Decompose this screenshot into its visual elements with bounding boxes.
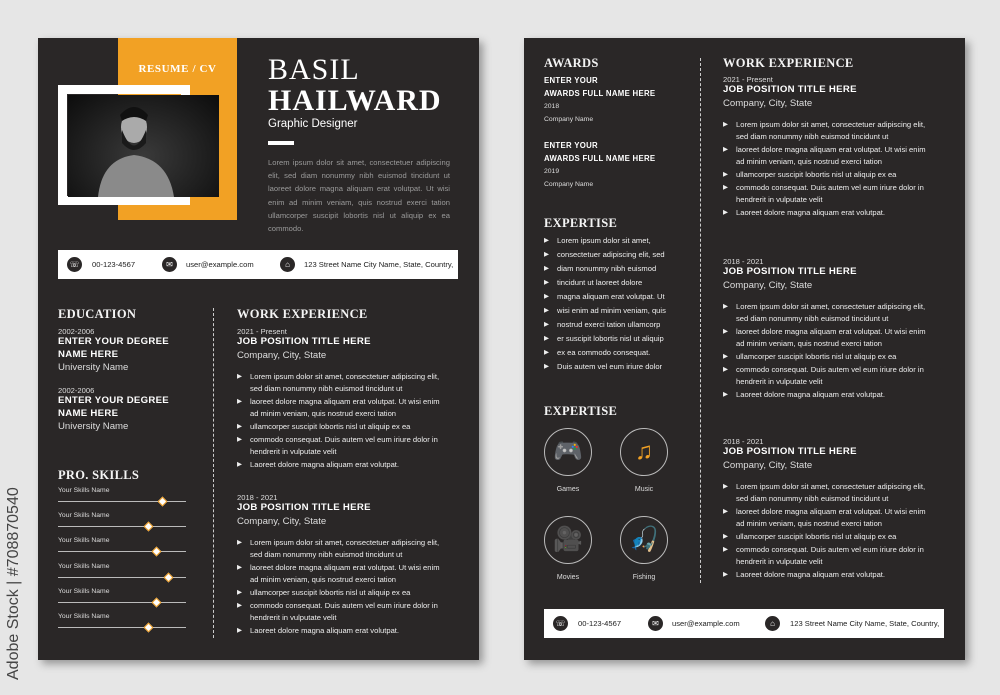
bullet-item: ▶ commodo consequat. Duis autem vel eum iriure dolor in hendrerit in vulputate velit	[723, 182, 933, 207]
fishing-icon: 🎣	[620, 516, 668, 564]
skill-level-marker	[152, 547, 162, 557]
bullet-item: ▶ laoreet dolore magna aliquam erat volutpat. Ut wisi enim ad minim veniam, quis nostrud exerci tation	[237, 562, 447, 587]
job-entry	[237, 493, 447, 637]
expertise-item: ▶ Duis autem vel eum iriure dolor	[544, 360, 694, 374]
email-icon: ✉	[648, 616, 663, 631]
expertise-item: ▶ nostrud exerci tation ullamcorp	[544, 318, 694, 332]
award-item	[544, 140, 694, 191]
stock-watermark: Adobe Stock | #708870540	[5, 487, 22, 680]
job-entry	[723, 257, 933, 401]
bullet-item: ▶ laoreet dolore magna aliquam erat volutpat. Ut wisi enim ad minim veniam, quis nostrud exerci tation	[723, 144, 933, 169]
education-years: 2002-2006	[58, 386, 95, 396]
bullet-item: ▶ ullamcorper suscipit lobortis nisl ut aliquip ex ea	[723, 169, 933, 182]
award-company: Company Name	[544, 116, 594, 124]
skill-level-marker	[144, 623, 154, 633]
job-bullets	[723, 119, 933, 220]
bullet-item: ▶ ullamcorper suscipit lobortis nisl ut aliquip ex ea	[723, 351, 933, 364]
hobby-label: Fishing	[632, 574, 656, 581]
last-name: HAILWARD	[268, 84, 442, 117]
bullet-item: ▶ ullamcorper suscipit lobortis nisl ut aliquip ex ea	[237, 587, 447, 600]
resume-page-2	[524, 38, 965, 660]
gamepad-icon: 🎮	[544, 428, 592, 476]
resume-tag: RESUME / CV	[138, 63, 217, 75]
email[interactable]: user@example.com	[186, 260, 254, 269]
bullet-item: ▶ ullamcorper suscipit lobortis nisl ut aliquip ex ea	[237, 421, 447, 434]
job-position: JOB POSITION TITLE HERE	[723, 266, 857, 277]
bullet-item: ▶ laoreet dolore magna aliquam erat volutpat. Ut wisi enim ad minim veniam, quis nostrud exerci tation	[723, 506, 933, 531]
divider	[268, 141, 294, 145]
bullet-item: ▶ laoreet dolore magna aliquam erat volutpat. Ut wisi enim ad minim veniam, quis nostrud exerci tation	[723, 326, 933, 351]
award-item	[544, 75, 694, 126]
skill-item	[58, 537, 186, 562]
skill-name: Your Skills Name	[58, 487, 110, 494]
job-bullets	[723, 481, 933, 582]
job-years: 2018 - 2021	[237, 493, 278, 502]
bullet-item: ▶ Lorem ipsum dolor sit amet, consectetuer adipiscing elit, sed diam nonummy nibh euismod tincidunt ut	[723, 481, 933, 506]
bullet-item: ▶ Lorem ipsum dolor sit amet, consectetuer adipiscing elit, sed diam nonummy nibh euismod tincidunt ut	[723, 119, 933, 144]
skill-level-marker	[152, 597, 162, 607]
contact-bar	[544, 609, 944, 638]
skill-track	[58, 551, 186, 552]
hobby-item	[544, 516, 592, 581]
education-years: 2002-2006	[58, 327, 95, 336]
address: 123 Street Name City Name, State, Country,	[304, 260, 454, 269]
hobby-label: Music	[634, 486, 654, 493]
bullet-item: ▶ Laoreet dolore magna aliquam erat volutpat.	[237, 459, 447, 472]
job-years: 2018 - 2021	[723, 437, 764, 446]
bullet-item: ▶ commodo consequat. Duis autem vel eum iriure dolor in hendrerit in vulputate velit	[237, 600, 447, 625]
home-icon: ⌂	[765, 616, 780, 631]
hobby-item	[544, 428, 592, 493]
award-company: Company Name	[544, 181, 594, 189]
skill-name: Your Skills Name	[58, 587, 110, 595]
hobby-label: Movies	[556, 574, 580, 581]
skill-track	[58, 627, 186, 628]
summary: Lorem ipsum dolor sit amet, consectetuer adipiscing elit, sed diam nonummy nibh euismod tincidunt ut laoreet dolore magna aliquam erat volutpat. Ut wisi enim ad minim veniam, quis nostrud exerci tation ullamcorper suscipit lobortis nisl ut aliquip ex ea commodo.	[268, 158, 450, 234]
job-position: JOB POSITION TITLE HERE	[237, 336, 371, 347]
degree-name: NAME HERE	[58, 407, 119, 419]
phone[interactable]: 00-123-4567	[92, 260, 136, 269]
expertise-item: ▶ tincidunt ut laoreet dolore	[544, 276, 694, 290]
job-title: Graphic Designer	[268, 118, 358, 130]
award-name: AWARDS FULL NAME HERE	[544, 153, 656, 163]
skill-item	[58, 588, 186, 613]
column-divider	[213, 308, 214, 638]
job-entry	[237, 327, 447, 471]
job-bullets	[723, 301, 933, 402]
bullet-item: ▶ commodo consequat. Duis autem vel eum iriure dolor in hendrerit in vulputate velit	[723, 364, 933, 389]
job-company: Company, City, State	[237, 515, 327, 527]
expertise-list	[544, 234, 694, 374]
music-note-icon: ♫	[620, 428, 668, 476]
bullet-item: ▶ Lorem ipsum dolor sit amet, consectetuer adipiscing elit, sed diam nonummy nibh euismod tincidunt ut	[237, 371, 447, 396]
bullet-item: ▶ commodo consequat. Duis autem vel eum iriure dolor in hendrerit in vulputate velit	[237, 434, 447, 459]
hobby-label: Games	[556, 486, 580, 493]
hobby-item	[620, 428, 668, 493]
university-name: University Name	[58, 362, 129, 374]
education-item	[58, 327, 208, 374]
bullet-item: ▶ Laoreet dolore magna aliquam erat volutpat.	[723, 207, 933, 220]
job-position: JOB POSITION TITLE HERE	[237, 502, 371, 513]
skill-name: Your Skills Name	[58, 613, 110, 620]
phone-icon: ☏	[553, 616, 568, 631]
skill-item	[58, 563, 186, 588]
work-heading: WORK EXPERIENCE	[723, 56, 854, 70]
job-company: Company, City, State	[237, 349, 327, 361]
expertise-item: ▶ ex ea commodo consequat.	[544, 346, 694, 360]
award-year: 2019	[544, 168, 560, 176]
contact-bar	[58, 250, 458, 279]
expertise-item: ▶ er suscipit lobortis nisl ut aliquip	[544, 332, 694, 346]
skill-track	[58, 526, 186, 527]
award-name: AWARDS FULL NAME HERE	[544, 88, 656, 98]
skill-name: Your Skills Name	[58, 512, 110, 520]
skill-name: Your Skills Name	[58, 562, 110, 570]
skills-heading: PRO. SKILLS	[58, 468, 140, 482]
bullet-item: ▶ laoreet dolore magna aliquam erat volutpat. Ut wisi enim ad minim veniam, quis nostrud exerci tation	[237, 396, 447, 421]
expertise-item: ▶ diam nonummy nibh euismod	[544, 262, 694, 276]
skill-name: Your Skills Name	[58, 537, 110, 545]
bullet-item: ▶ commodo consequat. Duis autem vel eum iriure dolor in hendrerit in vulputate velit	[723, 544, 933, 569]
bullet-item: ▶ Laoreet dolore magna aliquam erat volutpat.	[723, 389, 933, 402]
first-name: BASIL	[268, 53, 360, 86]
skill-item	[58, 512, 186, 537]
phone[interactable]: 00-123-4567	[578, 619, 622, 628]
hobbies-heading: EXPERTISE	[544, 404, 618, 418]
job-entry	[723, 75, 933, 219]
email-icon: ✉	[162, 257, 177, 272]
job-company: Company, City, State	[723, 459, 813, 471]
job-entry	[723, 437, 933, 581]
profile-photo	[68, 95, 219, 197]
work-heading: WORK EXPERIENCE	[237, 307, 368, 321]
award-name: ENTER YOUR	[544, 141, 598, 151]
education-heading: EDUCATION	[58, 307, 137, 321]
award-year: 2018	[544, 103, 560, 111]
skill-item	[58, 613, 186, 638]
job-company: Company, City, State	[723, 97, 813, 109]
job-years: 2021 - Present	[237, 327, 287, 336]
expertise-item: ▶ wisi enim ad minim veniam, quis	[544, 304, 694, 318]
bullet-item: ▶ Lorem ipsum dolor sit amet, consectetuer adipiscing elit, sed diam nonummy nibh euismod tincidunt ut	[723, 301, 933, 326]
skill-level-marker	[144, 522, 154, 532]
home-icon: ⌂	[280, 257, 295, 272]
job-position: JOB POSITION TITLE HERE	[723, 84, 857, 95]
university-name: University Name	[58, 421, 129, 433]
bullet-item: ▶ ullamcorper suscipit lobortis nisl ut aliquip ex ea	[723, 531, 933, 544]
bullet-item: ▶ Laoreet dolore magna aliquam erat volutpat.	[723, 569, 933, 582]
skill-track	[58, 602, 186, 603]
education-item	[58, 386, 208, 433]
degree-name: NAME HERE	[58, 348, 119, 360]
expertise-item: ▶ magna aliquam erat volutpat. Ut	[544, 290, 694, 304]
job-bullets	[237, 537, 447, 638]
job-years: 2018 - 2021	[723, 257, 764, 266]
job-position: JOB POSITION TITLE HERE	[723, 446, 857, 457]
bullet-item: ▶ Laoreet dolore magna aliquam erat volutpat.	[237, 625, 447, 638]
bullet-item: ▶ Lorem ipsum dolor sit amet, consectetuer adipiscing elit, sed diam nonummy nibh euismod tincidunt ut	[237, 537, 447, 562]
awards-heading: AWARDS	[544, 56, 599, 70]
column-divider	[700, 58, 701, 583]
job-bullets	[237, 371, 447, 472]
expertise-item: ▶ Lorem ipsum dolor sit amet,	[544, 234, 694, 248]
job-years: 2021 - Present	[723, 75, 773, 84]
email[interactable]: user@example.com	[672, 619, 740, 628]
expertise-heading: EXPERTISE	[544, 216, 618, 230]
hobby-item	[620, 516, 668, 581]
skill-level-marker	[163, 572, 173, 582]
phone-icon: ☏	[67, 257, 82, 272]
skill-item	[58, 487, 186, 512]
degree-name: ENTER YOUR DEGREE	[58, 336, 170, 347]
expertise-item: ▶ consectetuer adipiscing elit, sed	[544, 248, 694, 262]
award-name: ENTER YOUR	[544, 76, 598, 85]
movie-camera-icon: 🎥	[544, 516, 592, 564]
resume-page-1	[38, 38, 479, 660]
degree-name: ENTER YOUR DEGREE	[58, 395, 170, 407]
address: 123 Street Name City Name, State, Country,	[790, 619, 940, 628]
skill-level-marker	[158, 497, 168, 507]
job-company: Company, City, State	[723, 279, 813, 291]
